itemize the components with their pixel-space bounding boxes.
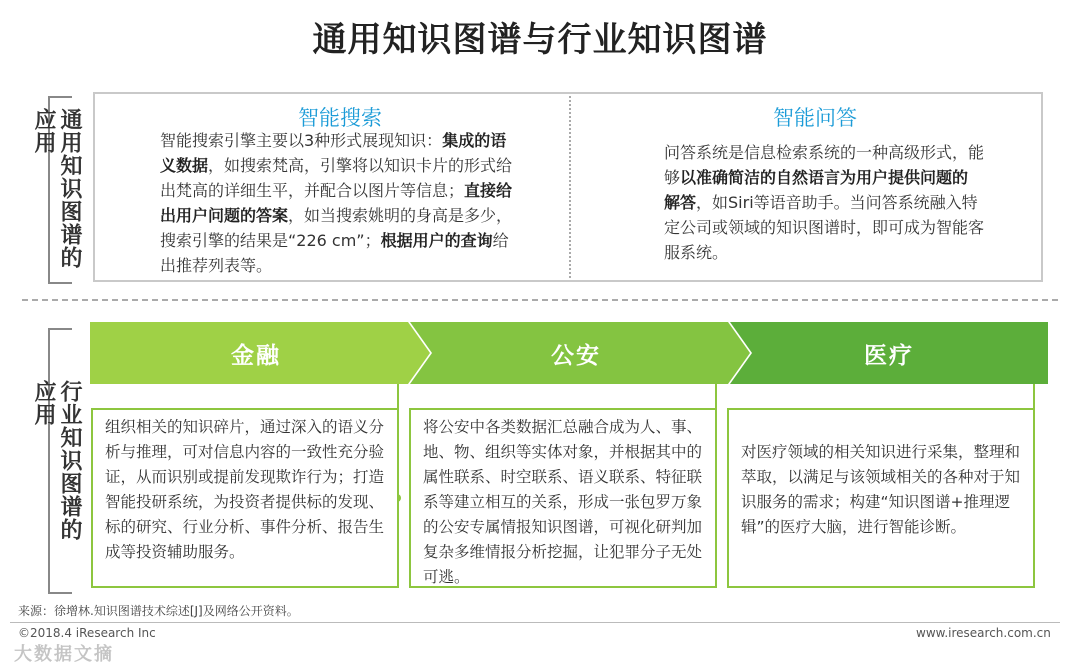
sector-medical-card: 对医疗领域的相关知识进行采集，整理和萃取，以满足与该领域相关的各种对于知识服务的需求；构建“知识图谱+推理逻辑”的医疗大脑，进行智能诊断。: [727, 408, 1035, 588]
general-divider: [569, 96, 571, 278]
sector-police-label: 公安: [551, 342, 601, 369]
section-divider: [22, 299, 1058, 301]
general-side-label: 通用知识图谱的应用: [31, 108, 82, 269]
source-note: 来源：徐增林.知识图谱技术综述[J]及网络公开资料。: [18, 604, 299, 618]
sector-medical-label: 医疗: [864, 342, 914, 369]
watermark: 大数据文摘: [14, 644, 114, 665]
search-title: 智能搜索: [298, 106, 382, 130]
qa-title: 智能问答: [773, 106, 857, 130]
sector-police-card: 将公安中各类数据汇总融合成为人、事、地、物、组织等实体对象，并根据其中的属性联系、时空联系、语义联系、特征联系等建立相互的关系，形成一张包罗万象的公安专属情报知识图谱，可视化研判加复杂多维情报分析挖掘，让犯罪分子无处可逃。: [409, 408, 717, 588]
search-text: 智能搜索引擎主要以3种形式展现知识：集成的语义数据，如搜索梵高，引擎将以知识卡片的形式给出梵高的详细生平，并配合以图片等信息；直接给出用户问题的答案，如当搜索姚明的身高是多少，搜索引擎的结果是“226 cm”；根据用户的查询给出推荐列表等。: [160, 131, 513, 275]
page-title: 通用知识图谱与行业知识图谱: [312, 20, 768, 60]
site-url: www.iresearch.com.cn: [916, 626, 1051, 640]
footer-divider: [10, 622, 1060, 623]
sector-finance-label: 金融: [231, 342, 281, 369]
industry-side-label: 行业知识图谱的应用: [31, 380, 82, 541]
qa-text: 问答系统是信息检索系统的一种高级形式，能够以准确简洁的自然语言为用户提供问题的解答，如Siri等语音助手。当问答系统融入特定公司或领域的知识图谱时，即可成为智能客服系统。: [664, 143, 985, 262]
sector-finance-card: 组织相关的知识碎片，通过深入的语义分析与推理，可对信息内容的一致性充分验证，从而识别或提前发现欺诈行为；打造智能投研系统，为投资者提供标的发现、标的研究、行业分析、事件分析、报告生成等投资辅助服务。: [91, 408, 399, 588]
copyright: ©2018.4 iResearch Inc: [18, 626, 156, 640]
